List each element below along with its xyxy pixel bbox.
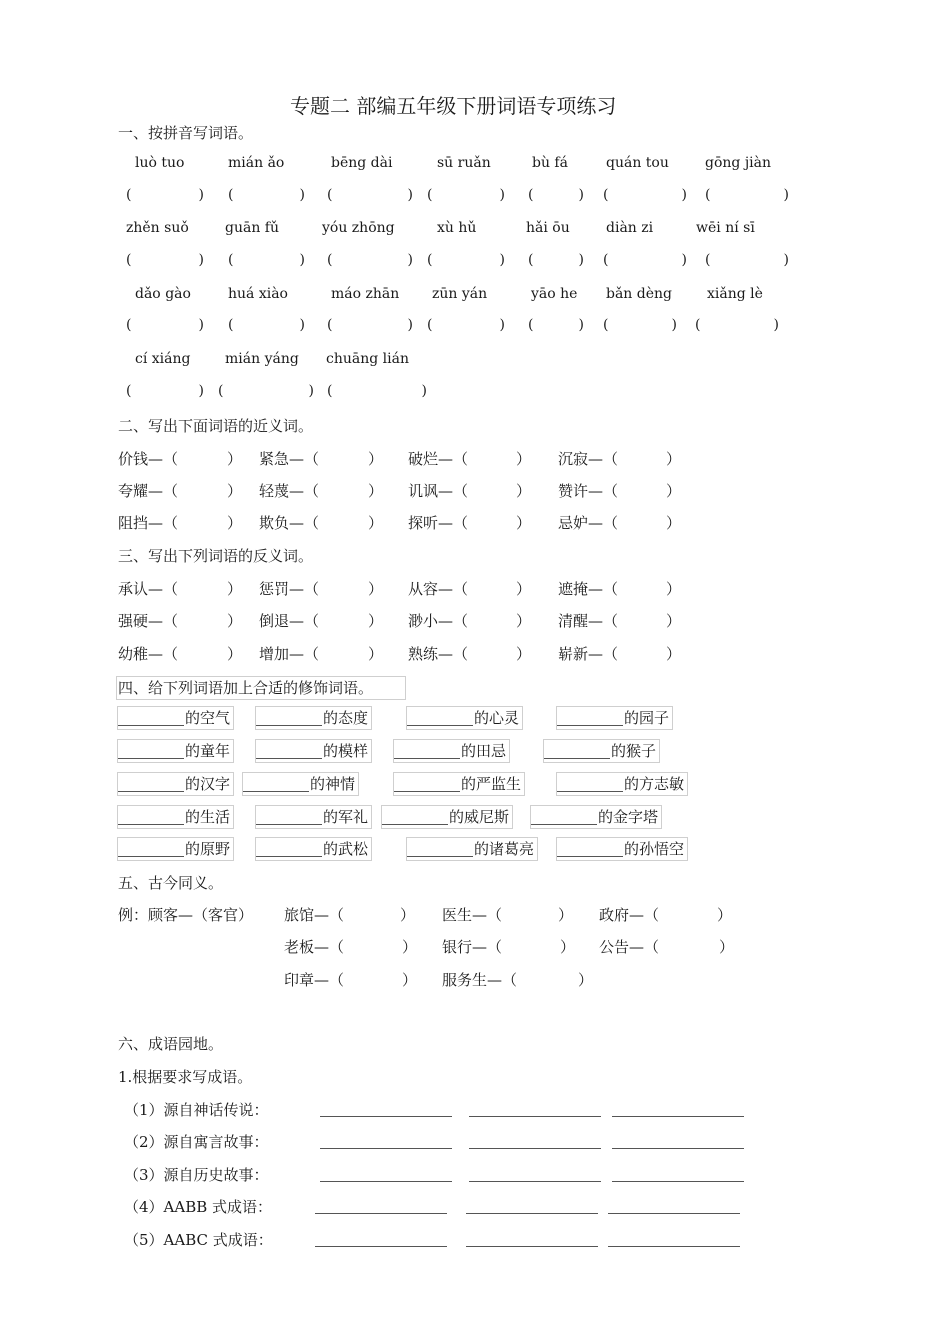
section-5-heading: 五、古今同义。 bbox=[118, 874, 224, 892]
idiom-answer-line[interactable] bbox=[469, 1180, 601, 1182]
word-prompt: 沉寂—（ bbox=[558, 450, 619, 468]
answer-blank[interactable]: ( ) bbox=[705, 252, 789, 268]
answer-blank[interactable]: ( ) bbox=[427, 252, 505, 268]
answer-blank[interactable]: ( ) bbox=[228, 252, 305, 268]
idiom-answer-line[interactable] bbox=[612, 1115, 744, 1117]
word-prompt: 银行—（ bbox=[442, 938, 503, 956]
idiom-answer-line[interactable] bbox=[320, 1115, 452, 1117]
section-4-heading: 四、给下列词语加上合适的修饰词语。 bbox=[118, 679, 374, 697]
modified-word: 的童年 bbox=[185, 742, 231, 760]
answer-blank[interactable]: ( ) bbox=[327, 383, 427, 399]
idiom-answer-line[interactable] bbox=[469, 1115, 601, 1117]
word-prompt: 夸耀—（ bbox=[118, 482, 179, 500]
answer-blank[interactable]: ） bbox=[402, 971, 418, 989]
section-6-heading: 六、成语园地。 bbox=[118, 1035, 224, 1053]
answer-line[interactable] bbox=[256, 855, 322, 857]
idiom-answer-line[interactable] bbox=[612, 1147, 744, 1149]
answer-blank[interactable]: ） bbox=[666, 612, 682, 630]
word-prompt: 赞许—（ bbox=[558, 482, 619, 500]
answer-blank[interactable]: ） bbox=[368, 514, 384, 532]
word-prompt: 增加—（ bbox=[259, 645, 320, 663]
answer-blank[interactable]: ） bbox=[227, 450, 243, 468]
answer-blank[interactable]: ） bbox=[516, 645, 532, 663]
answer-blank[interactable]: ( ) bbox=[228, 317, 305, 333]
modified-word: 的生活 bbox=[185, 808, 231, 826]
word-prompt: 欺负—（ bbox=[259, 514, 320, 532]
word-prompt: 强硬—（ bbox=[118, 612, 179, 630]
word-prompt: 公告—（ bbox=[599, 938, 660, 956]
idiom-category: （3）源自历史故事： bbox=[124, 1166, 269, 1184]
idiom-category: （5）AABC 式成语： bbox=[124, 1231, 273, 1249]
word-prompt: 遮掩—（ bbox=[558, 580, 619, 598]
answer-blank[interactable]: ） bbox=[666, 482, 682, 500]
pinyin-word: xiǎng lè bbox=[707, 286, 763, 302]
answer-blank[interactable]: ( ) bbox=[228, 187, 305, 203]
answer-blank[interactable]: ） bbox=[666, 514, 682, 532]
answer-line[interactable] bbox=[256, 724, 322, 726]
pinyin-word: mián ǎo bbox=[228, 155, 285, 171]
word-prompt: 惩罚—（ bbox=[259, 580, 320, 598]
answer-blank[interactable]: ） bbox=[227, 612, 243, 630]
word-prompt: 探听—（ bbox=[408, 514, 469, 532]
answer-blank[interactable]: ( ) bbox=[218, 383, 314, 399]
pinyin-word: xù hǔ bbox=[437, 220, 477, 236]
answer-blank[interactable]: ( ) bbox=[528, 187, 584, 203]
answer-line[interactable] bbox=[394, 757, 460, 759]
answer-line[interactable] bbox=[118, 823, 184, 825]
answer-blank[interactable]: ( ) bbox=[427, 317, 505, 333]
word-prompt: 从容—（ bbox=[408, 580, 469, 598]
pinyin-word: bù fá bbox=[532, 155, 568, 171]
answer-blank[interactable]: ( ) bbox=[327, 317, 413, 333]
word-prompt: 破烂—（ bbox=[408, 450, 469, 468]
pinyin-word: zūn yán bbox=[432, 286, 488, 302]
answer-blank[interactable]: ） bbox=[516, 612, 532, 630]
modified-word: 的神情 bbox=[310, 775, 356, 793]
answer-line[interactable] bbox=[118, 790, 184, 792]
idiom-answer-line[interactable] bbox=[469, 1147, 601, 1149]
pinyin-word: quán tou bbox=[606, 155, 669, 171]
answer-blank[interactable]: ） bbox=[400, 906, 416, 924]
word-prompt: 渺小—（ bbox=[408, 612, 469, 630]
pinyin-word: hǎi ōu bbox=[526, 220, 570, 236]
page-title: 专题二 部编五年级下册词语专项练习 bbox=[290, 94, 617, 118]
pinyin-word: luò tuo bbox=[135, 155, 185, 171]
word-prompt: 印章—（ bbox=[284, 971, 345, 989]
modified-word: 的军礼 bbox=[323, 808, 369, 826]
word-prompt: 崭新—（ bbox=[558, 645, 619, 663]
modified-word: 的田忌 bbox=[461, 742, 507, 760]
idiom-answer-line[interactable] bbox=[608, 1212, 740, 1214]
pinyin-word: dǎo gào bbox=[135, 286, 191, 302]
answer-blank[interactable]: ） bbox=[227, 580, 243, 598]
modified-word: 的态度 bbox=[323, 709, 369, 727]
answer-blank[interactable]: ） bbox=[227, 514, 243, 532]
answer-line[interactable] bbox=[382, 823, 448, 825]
word-prompt: 熟练—（ bbox=[408, 645, 469, 663]
idiom-answer-line[interactable] bbox=[612, 1180, 744, 1182]
pinyin-word: cí xiáng bbox=[135, 351, 191, 367]
answer-blank[interactable]: ( ) bbox=[126, 252, 204, 268]
answer-line[interactable] bbox=[118, 855, 184, 857]
word-prompt: 价钱—（ bbox=[118, 450, 179, 468]
answer-blank[interactable]: ( ) bbox=[126, 383, 204, 399]
word-prompt: 忌妒—（ bbox=[558, 514, 619, 532]
answer-blank[interactable]: ） bbox=[516, 514, 532, 532]
modified-word: 的威尼斯 bbox=[449, 808, 510, 826]
answer-line[interactable] bbox=[243, 790, 309, 792]
idiom-answer-line[interactable] bbox=[315, 1245, 447, 1247]
pinyin-word: bǎn dèng bbox=[606, 286, 673, 302]
word-prompt: 阻挡—（ bbox=[118, 514, 179, 532]
word-prompt: 医生—（ bbox=[442, 906, 503, 924]
answer-blank[interactable]: ） bbox=[368, 645, 384, 663]
pinyin-word: diàn zi bbox=[606, 220, 654, 236]
answer-line[interactable] bbox=[394, 790, 460, 792]
answer-blank[interactable]: ） bbox=[227, 645, 243, 663]
pinyin-word: chuāng lián bbox=[326, 351, 409, 367]
answer-blank[interactable]: ） bbox=[516, 580, 532, 598]
word-prompt: 轻蔑—（ bbox=[259, 482, 320, 500]
answer-blank[interactable]: ） bbox=[368, 450, 384, 468]
answer-blank[interactable]: ( ) bbox=[126, 187, 204, 203]
idiom-category: （1）源自神话传说： bbox=[124, 1101, 269, 1119]
answer-blank[interactable]: ） bbox=[578, 971, 594, 989]
idiom-answer-line[interactable] bbox=[320, 1147, 452, 1149]
answer-blank[interactable]: ） bbox=[717, 906, 733, 924]
answer-blank[interactable]: ） bbox=[368, 482, 384, 500]
answer-blank[interactable]: ） bbox=[402, 938, 418, 956]
pinyin-word: máo zhān bbox=[331, 286, 400, 302]
word-prompt: 讥讽—（ bbox=[408, 482, 469, 500]
answer-blank[interactable]: ( ) bbox=[427, 187, 505, 203]
word-prompt: 清醒—（ bbox=[558, 612, 619, 630]
pinyin-word: bēng dài bbox=[331, 155, 393, 171]
answer-line[interactable] bbox=[544, 757, 610, 759]
word-prompt: 倒退—（ bbox=[259, 612, 320, 630]
pinyin-word: yóu zhōng bbox=[322, 220, 395, 236]
answer-blank[interactable]: ( ) bbox=[695, 317, 779, 333]
answer-blank[interactable]: ( ) bbox=[126, 317, 204, 333]
pinyin-word: zhěn suǒ bbox=[126, 220, 189, 236]
answer-blank[interactable]: ( ) bbox=[327, 187, 413, 203]
answer-blank[interactable]: ） bbox=[516, 450, 532, 468]
answer-line[interactable] bbox=[256, 823, 322, 825]
modified-word: 的金字塔 bbox=[598, 808, 659, 826]
pinyin-word: guān fǔ bbox=[225, 220, 279, 236]
answer-blank[interactable]: ( ) bbox=[603, 317, 677, 333]
answer-line[interactable] bbox=[118, 724, 184, 726]
word-prompt: 服务生—（ bbox=[442, 971, 518, 989]
idiom-answer-line[interactable] bbox=[466, 1245, 598, 1247]
answer-blank[interactable]: ） bbox=[560, 938, 576, 956]
answer-blank[interactable]: ） bbox=[666, 645, 682, 663]
answer-line[interactable] bbox=[557, 855, 623, 857]
answer-blank[interactable]: ） bbox=[666, 580, 682, 598]
section-1-heading: 一、按拼音写词语。 bbox=[118, 124, 254, 142]
section-3-heading: 三、写出下列词语的反义词。 bbox=[118, 547, 314, 565]
answer-blank[interactable]: ( ) bbox=[327, 252, 413, 268]
idiom-category: （2）源自寓言故事： bbox=[124, 1133, 269, 1151]
answer-line[interactable] bbox=[557, 724, 623, 726]
answer-line[interactable] bbox=[557, 790, 623, 792]
modified-word: 的原野 bbox=[185, 840, 231, 858]
modified-word: 的汉字 bbox=[185, 775, 231, 793]
answer-blank[interactable]: ( ) bbox=[603, 252, 687, 268]
modified-word: 的孙悟空 bbox=[624, 840, 685, 858]
modified-word: 的猴子 bbox=[611, 742, 657, 760]
section-5-example: 例：顾客—（客官） bbox=[118, 906, 254, 924]
modified-word: 的空气 bbox=[185, 709, 231, 727]
idiom-answer-line[interactable] bbox=[608, 1245, 740, 1247]
answer-blank[interactable]: ） bbox=[719, 938, 735, 956]
answer-line[interactable] bbox=[531, 823, 597, 825]
answer-blank[interactable]: ( ) bbox=[528, 317, 584, 333]
pinyin-word: mián yáng bbox=[225, 351, 299, 367]
answer-blank[interactable]: ( ) bbox=[603, 187, 687, 203]
word-prompt: 政府—（ bbox=[599, 906, 660, 924]
section-2-heading: 二、写出下面词语的近义词。 bbox=[118, 417, 314, 435]
word-prompt: 承认—（ bbox=[118, 580, 179, 598]
answer-blank[interactable]: ） bbox=[227, 482, 243, 500]
pinyin-word: yāo he bbox=[531, 286, 578, 302]
modified-word: 的诸葛亮 bbox=[474, 840, 535, 858]
answer-line[interactable] bbox=[118, 757, 184, 759]
section-6-subheading: 1.根据要求写成语。 bbox=[118, 1068, 253, 1086]
answer-blank[interactable]: ） bbox=[558, 906, 574, 924]
answer-blank[interactable]: ） bbox=[368, 580, 384, 598]
answer-line[interactable] bbox=[407, 724, 473, 726]
modified-word: 的武松 bbox=[323, 840, 369, 858]
answer-blank[interactable]: ( ) bbox=[705, 187, 789, 203]
word-prompt: 幼稚—（ bbox=[118, 645, 179, 663]
modified-word: 的园子 bbox=[624, 709, 670, 727]
pinyin-word: gōng jiàn bbox=[705, 155, 772, 171]
answer-blank[interactable]: ） bbox=[516, 482, 532, 500]
answer-blank[interactable]: ） bbox=[666, 450, 682, 468]
answer-line[interactable] bbox=[407, 855, 473, 857]
pinyin-word: sū ruǎn bbox=[437, 155, 491, 171]
modified-word: 的心灵 bbox=[474, 709, 520, 727]
word-prompt: 老板—（ bbox=[284, 938, 345, 956]
answer-blank[interactable]: ( ) bbox=[528, 252, 584, 268]
modified-word: 的严监生 bbox=[461, 775, 522, 793]
pinyin-word: wēi ní sī bbox=[696, 220, 755, 236]
answer-blank[interactable]: ） bbox=[368, 612, 384, 630]
idiom-category: （4）AABB 式成语： bbox=[124, 1198, 273, 1216]
word-prompt: 旅馆—（ bbox=[284, 906, 345, 924]
answer-line[interactable] bbox=[256, 757, 322, 759]
modified-word: 的模样 bbox=[323, 742, 369, 760]
modified-word: 的方志敏 bbox=[624, 775, 685, 793]
idiom-answer-line[interactable] bbox=[315, 1212, 447, 1214]
idiom-answer-line[interactable] bbox=[466, 1212, 598, 1214]
idiom-answer-line[interactable] bbox=[320, 1180, 452, 1182]
pinyin-word: huá xiào bbox=[228, 286, 288, 302]
word-prompt: 紧急—（ bbox=[259, 450, 320, 468]
